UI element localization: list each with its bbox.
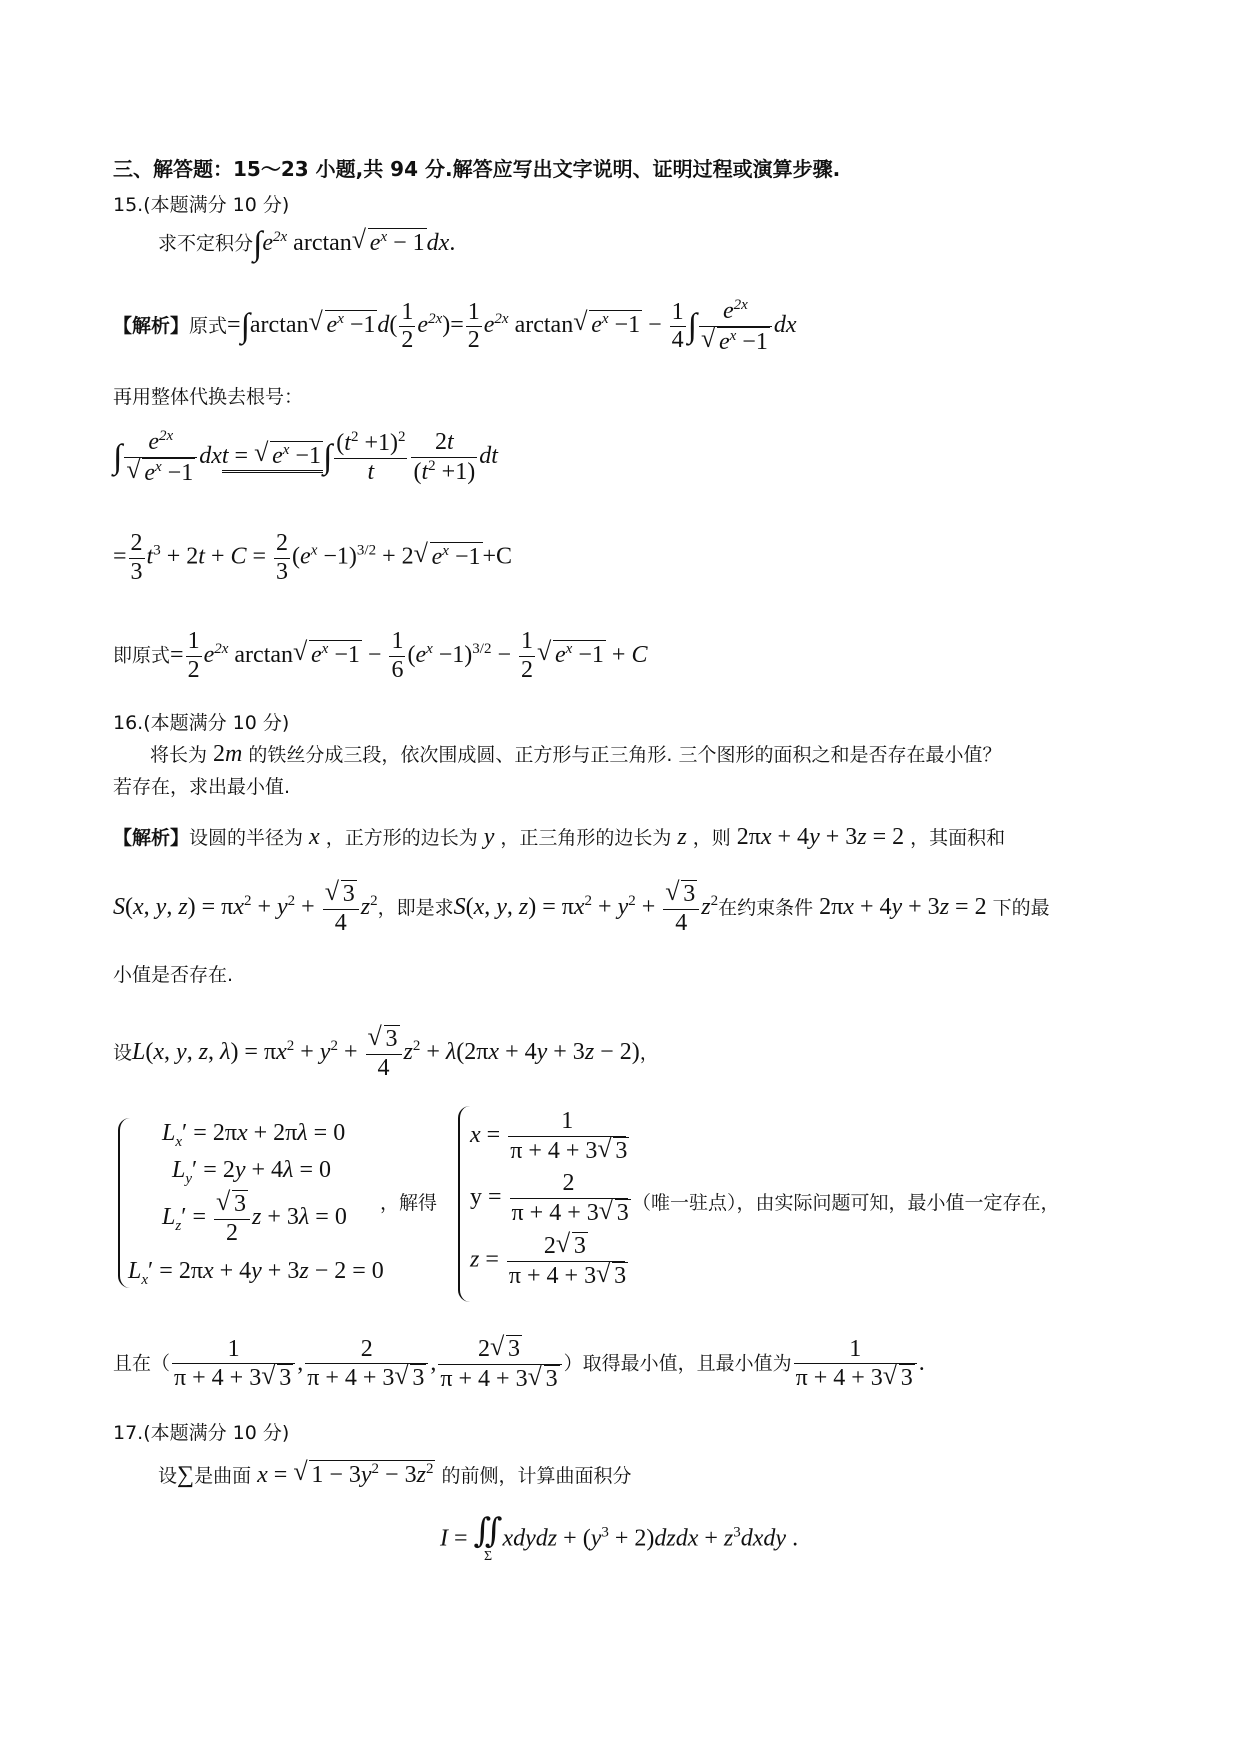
eq-ly: $L_y' = 2y + 4\lambda = 0$ (172, 1157, 331, 1187)
jiede-label: ，解得 (380, 1192, 438, 1214)
q16-solution-line1: 【解析】设圆的半径为 x ，正方形的边长为 y ，正三角形的边长为 z ，则 2πx + 4y + 3z = 2 ，其面积和 (113, 824, 1006, 850)
eq-lz: $L_z'$ = √ $\frac{3}{2}$ z + 3λ = 0 (162, 1190, 347, 1247)
system-brace-right (458, 1106, 470, 1302)
eq-lx: $L_x' = 2\pi x + 2\pi\lambda = 0$ (162, 1120, 346, 1150)
q15-substitution-formula: ∫ $e^{2x}$ √ $e^x -1$ dxt = √ $e^x -1\int$ $\frac{(t^2 +1)^2}{t}$ $\frac{2t}{(t^2 +1)}$ dt (113, 428, 498, 487)
q17-header: 17.(本题满分 10 分) (113, 1422, 290, 1444)
q15-prompt: 求不定积分$\int e^{2x}$ arctan√ $e^x - 1dx$. (158, 225, 455, 263)
sol-z: z = $\frac{2√ 3}{\pi + 4 + 3√ 3}$ (470, 1232, 627, 1290)
unique-point-note: （唯一驻点），由实际问题可知，最小值一定存在， (632, 1192, 1060, 1214)
q16-solution-line2: S(x, y, $z) = \pi x^2 + y^2$ + √ $\frac{3}{4}$ $z^2$，即是求S(x, y, $z) = \pi x^2 + y^2$ + √ $\frac{3}{4}$ $z^2$在约束条件 2πx + 4y + 3z = 2 下的最 (113, 880, 1050, 937)
eq-constraint: $L_x' = 2\pi x + 4y + 3z - 2 = 0$ (128, 1258, 384, 1288)
q16-conclusion: 且在（ $\frac{1}{\pi + 4 + 3√ 3}$ , $\frac{2}{\pi + 4 + 3√ 3}$ , $\frac{2√ 3}{\pi + 4 + 3√ 3}$ ）取得最小值，且最小值为 $\frac{1}{\pi + 4 + 3√ 3}$ . (113, 1335, 925, 1393)
q17-surface-integral: I = ∬ Σ xdydz + ($y^3$ + 2)dzdx + $z^3dxdy$ . (440, 1513, 799, 1564)
q15-final-answer: 即原式= $\frac{1}{2}$ $e^{2x}$ arctan√ $e^x -1$ − $\frac{1}{6}$ $(e^x -1)^{3/2}$ − $\frac{1}{2}$ √ $e^x -1 + C$ (113, 628, 647, 684)
q16-problem-line1: 将长为 2m 的铁丝分成三段，依次围成圆、正方形与正三角形. 三个图形的面积之和是否存在最小值？ (150, 741, 1002, 767)
q16-lagrangian: 设L(x, y, z, $\lambda) = \pi x^2 + y^2$ + √ $\frac{3}{4}$ $z^2 + \lambda(2\pi x + 4y + 3z - 2)$， (113, 1025, 659, 1082)
sol-x: x = $\frac{1}{\pi + 4 + 3√ 3}$ (470, 1108, 628, 1165)
q15-solution-line1: 【解析】原式=∫arctan√ $e^x -1d$( $\frac{1}{2}$ $e^{2x})=$ $\frac{1}{2}$ $e^{2x}$ arctan√ $e^x -1$ − $\frac{1}{4}$ ∫ $e^{2x}$ √ $e^x -1$ dx (113, 297, 797, 356)
sol-y: y = $\frac{2}{\pi + 4 + 3√ 3}$ (470, 1170, 630, 1227)
q16-solution-line3: 小值是否存在. (113, 964, 234, 986)
q16-header: 16.(本题满分 10 分) (113, 712, 290, 734)
q17-problem-line1: 设∑是曲面 x = √ $1 - 3y^2 - 3z^2$ 的前侧，计算曲面积分 (158, 1460, 631, 1489)
q15-header: 15.(本题满分 10 分) (113, 194, 290, 216)
q15-substitution-note: 再用整体代换去根号： (113, 386, 304, 408)
q16-problem-line2: 若存在，求出最小值. (113, 776, 291, 798)
section-heading: 三、解答题：15～23 小题,共 94 分.解答应写出文字说明、证明过程或演算步骤. (113, 157, 841, 181)
q15-result-line: = $\frac{2}{3}$ $t^3 + 2t + C$ = $\frac{2}{3}$ $(e^x -1)^{3/2} + 2√$ $e^x -1+C$ (113, 530, 512, 586)
